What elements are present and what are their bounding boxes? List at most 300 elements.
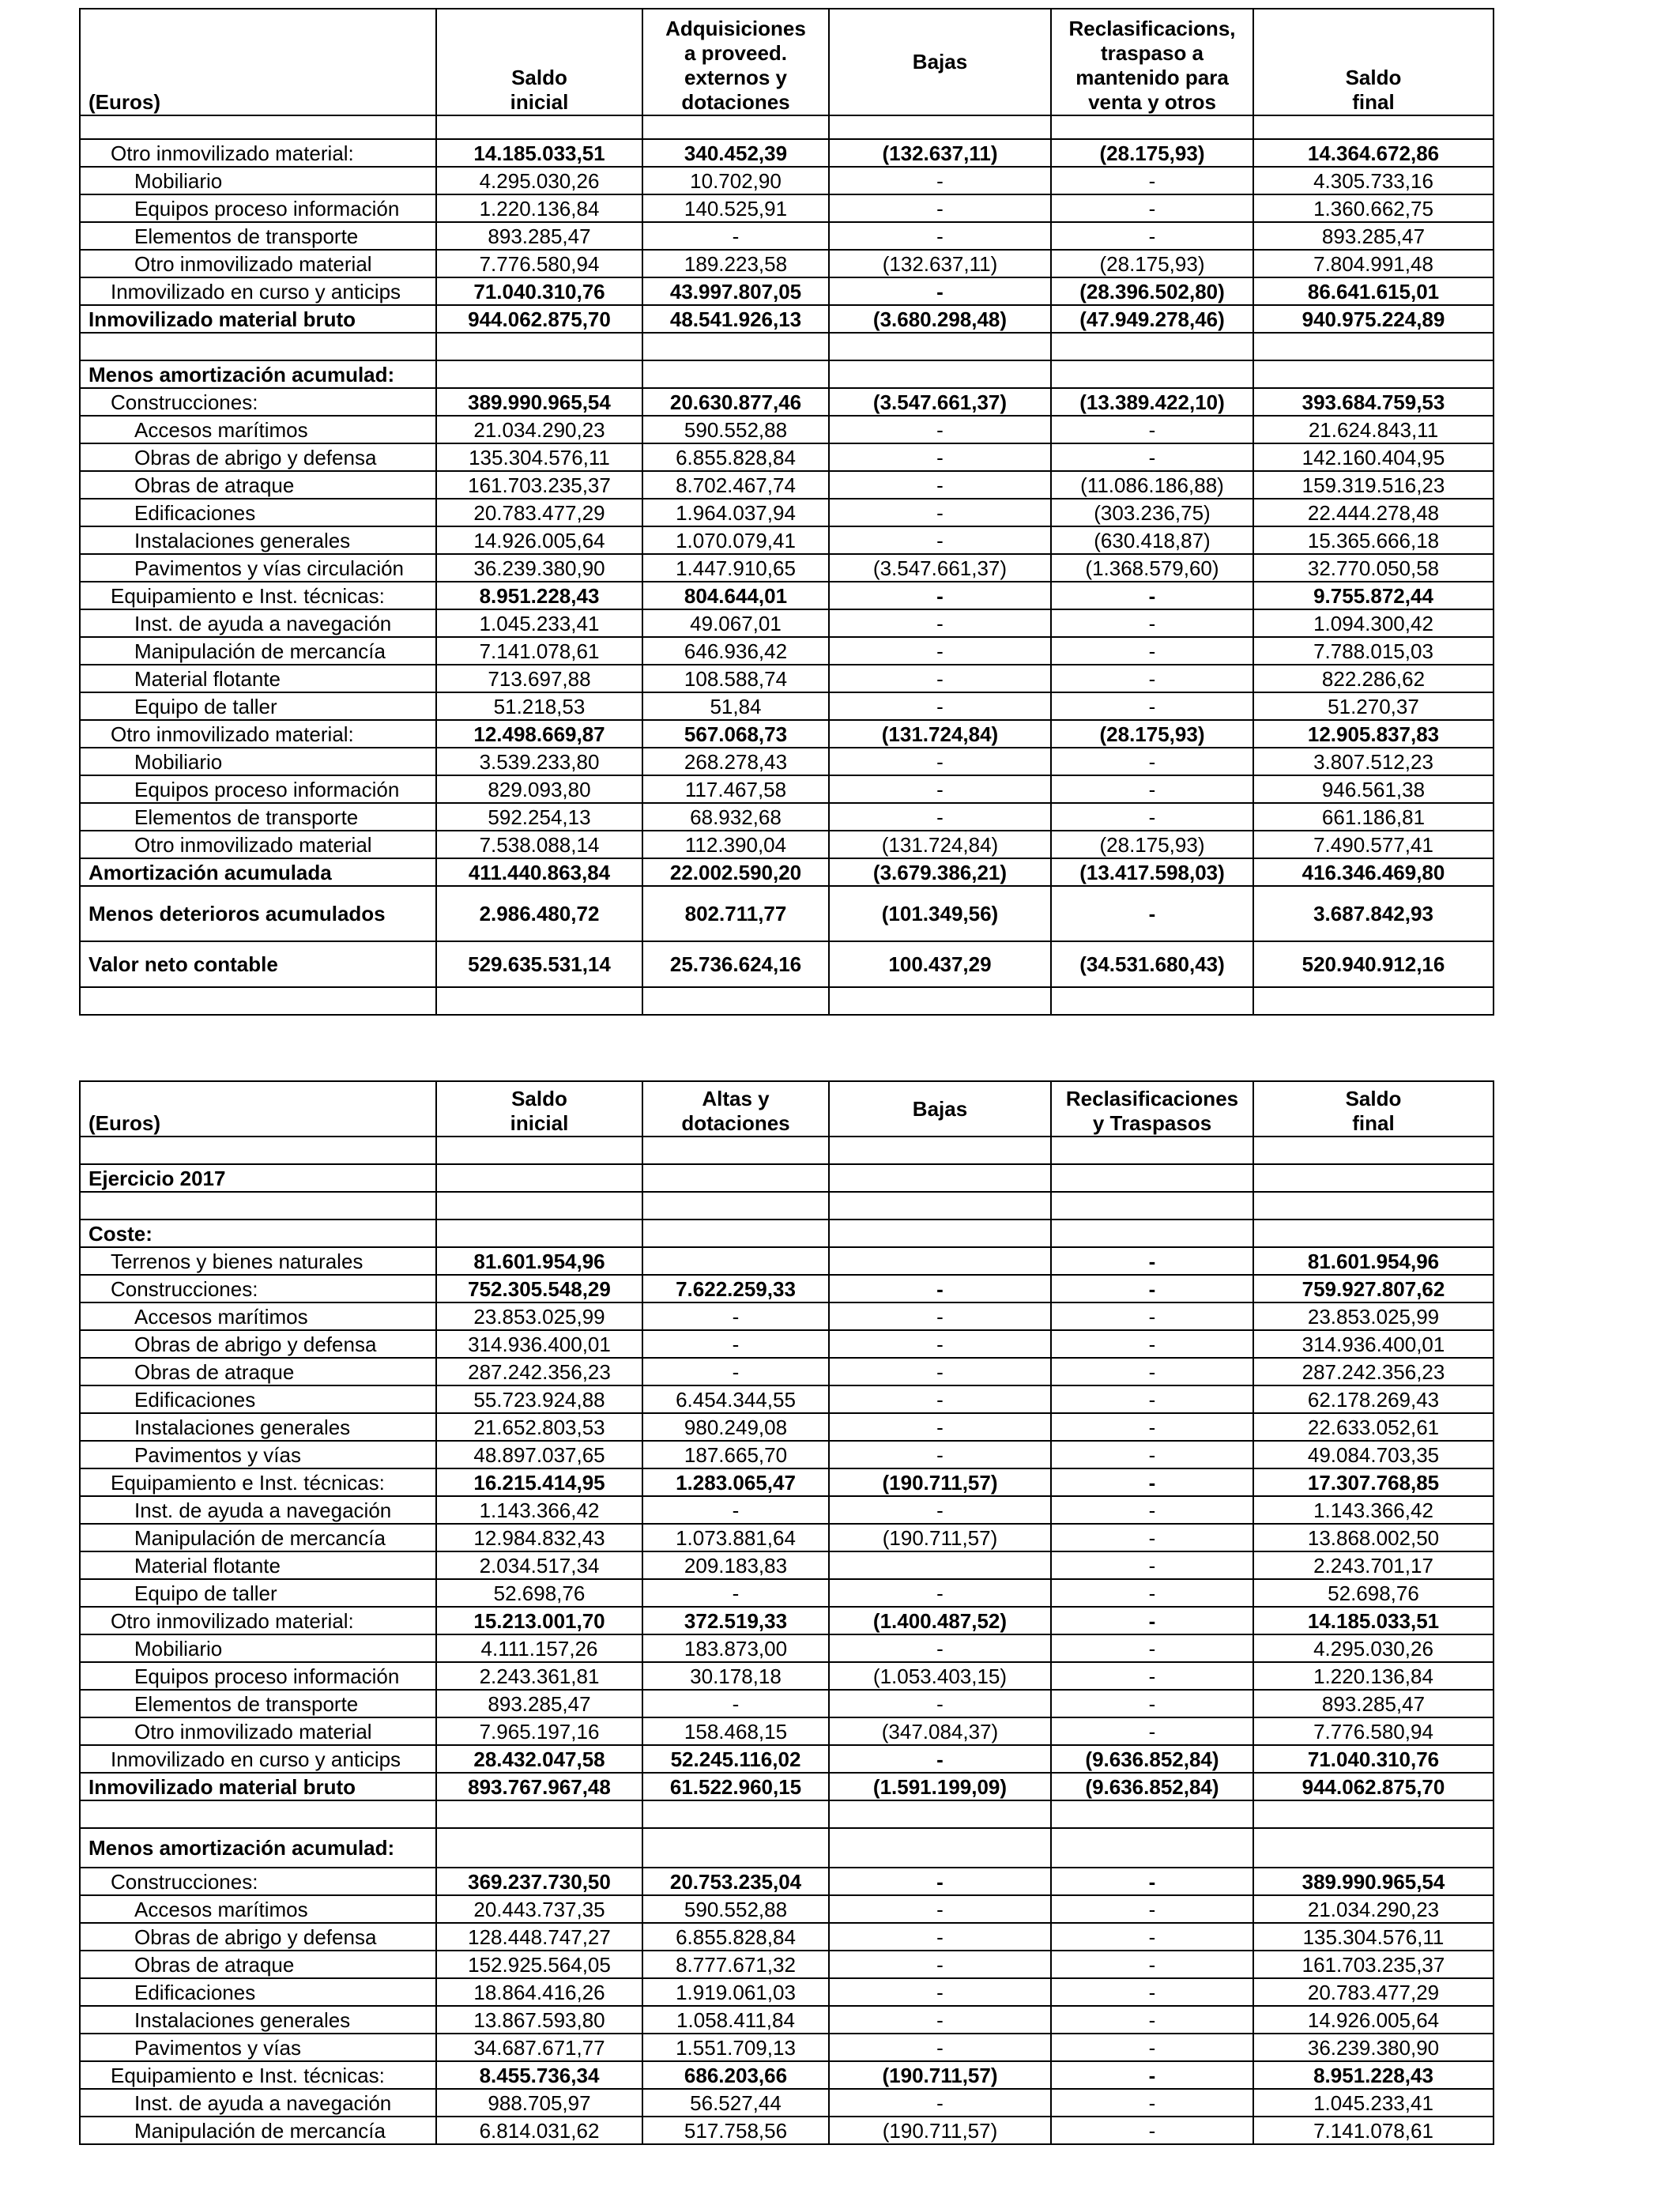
row-value (436, 333, 642, 360)
row-value: 25.736.624,16 (642, 941, 829, 987)
row-value: 81.601.954,96 (1253, 1247, 1494, 1275)
row-value (1253, 360, 1494, 388)
table-row (80, 1413, 1494, 1441)
row-value: - (829, 1330, 1051, 1358)
row-value: 21.624.843,11 (1253, 416, 1494, 443)
row-value: 940.975.224,89 (1253, 305, 1494, 333)
row-value: (3.679.386,21) (829, 858, 1051, 886)
euros-label: (Euros) (80, 1081, 436, 1137)
row-value: 988.705,97 (436, 2089, 642, 2117)
table-row (80, 2061, 1494, 2089)
table-row (80, 1524, 1494, 1551)
row-value (436, 987, 642, 1015)
row-value: (1.591.199,09) (829, 1773, 1051, 1800)
row-value: - (829, 748, 1051, 775)
table-row (80, 831, 1494, 858)
row-value: - (829, 637, 1051, 665)
row-value: 4.295.030,26 (436, 167, 642, 194)
table-row (80, 388, 1494, 416)
row-label: Pavimentos y vías (80, 1441, 436, 1468)
row-value: 68.932,68 (642, 803, 829, 831)
row-value: (132.637,11) (829, 139, 1051, 167)
row-label: Manipulación de mercancía (80, 1524, 436, 1551)
row-value: 71.040.310,76 (436, 277, 642, 305)
row-value: - (829, 1745, 1051, 1773)
row-value: - (1051, 1496, 1253, 1524)
row-value: 52.245.116,02 (642, 1745, 829, 1773)
row-value: - (829, 194, 1051, 222)
row-label: Equipamiento e Inst. técnicas: (80, 2061, 436, 2089)
row-value: 1.143.366,42 (436, 1496, 642, 1524)
row-value: 18.864.416,26 (436, 1978, 642, 2006)
spacer-row (80, 115, 1494, 139)
row-value (1051, 333, 1253, 360)
row-value (642, 1192, 829, 1220)
header-altas: Altas y dotaciones (642, 1081, 829, 1137)
table-row (80, 333, 1494, 360)
row-value (436, 1192, 642, 1220)
row-value: 183.873,00 (642, 1634, 829, 1662)
row-label: Construcciones: (80, 1868, 436, 1895)
row-value (642, 1220, 829, 1247)
table-row (80, 1607, 1494, 1634)
row-value: 158.468,15 (642, 1717, 829, 1745)
row-value: - (1051, 582, 1253, 609)
row-value: 187.665,70 (642, 1441, 829, 1468)
row-value: 20.443.737,35 (436, 1895, 642, 1923)
row-value (829, 1164, 1051, 1192)
row-value: 4.305.733,16 (1253, 167, 1494, 194)
row-value: - (1051, 1868, 1253, 1895)
row-label: Material flotante (80, 665, 436, 692)
row-value: - (1051, 167, 1253, 194)
row-value: - (1051, 2089, 1253, 2117)
row-label: Obras de abrigo y defensa (80, 1923, 436, 1951)
row-value: 1.073.881,64 (642, 1524, 829, 1551)
row-value: - (1051, 2006, 1253, 2034)
row-value: 34.687.671,77 (436, 2034, 642, 2061)
row-value: - (1051, 692, 1253, 720)
row-label: Elementos de transporte (80, 222, 436, 250)
row-value: 81.601.954,96 (436, 1247, 642, 1275)
row-value: 287.242.356,23 (1253, 1358, 1494, 1385)
row-value: 1.045.233,41 (436, 609, 642, 637)
row-value: - (1051, 886, 1253, 941)
row-value: 14.926.005,64 (1253, 2006, 1494, 2034)
row-value (436, 1800, 642, 1828)
row-value: 1.143.366,42 (1253, 1496, 1494, 1524)
row-label: Valor neto contable (80, 941, 436, 987)
row-value: (347.084,37) (829, 1717, 1051, 1745)
table-row (80, 499, 1494, 526)
row-label: Equipos proceso información (80, 775, 436, 803)
row-value: 686.203,66 (642, 2061, 829, 2089)
table-row (80, 1496, 1494, 1524)
row-value (829, 360, 1051, 388)
row-value: 61.522.960,15 (642, 1773, 829, 1800)
row-value: 2.986.480,72 (436, 886, 642, 941)
row-value (1051, 1192, 1253, 1220)
row-value: - (642, 1496, 829, 1524)
row-value: 16.215.414,95 (436, 1468, 642, 1496)
row-label: Obras de atraque (80, 1951, 436, 1978)
table-row (80, 139, 1494, 167)
row-value: - (829, 1385, 1051, 1413)
row-label: Inst. de ayuda a navegación (80, 1496, 436, 1524)
row-value: (3.680.298,48) (829, 305, 1051, 333)
row-value (642, 1828, 829, 1868)
row-value: 117.467,58 (642, 775, 829, 803)
row-value: 159.319.516,23 (1253, 471, 1494, 499)
row-value: (190.711,57) (829, 1468, 1051, 1496)
row-value: (28.396.502,80) (1051, 277, 1253, 305)
row-value: 7.776.580,94 (1253, 1717, 1494, 1745)
row-value (436, 1164, 642, 1192)
row-value: - (1051, 1468, 1253, 1496)
row-label: Construcciones: (80, 388, 436, 416)
row-value: 3.539.233,80 (436, 748, 642, 775)
row-value: 9.755.872,44 (1253, 582, 1494, 609)
row-value: 661.186,81 (1253, 803, 1494, 831)
header-reclasificaciones: Reclasificacions, traspaso a mantenido para venta y otros (1051, 9, 1253, 115)
table-row (80, 222, 1494, 250)
table-row (80, 1923, 1494, 1951)
row-value: 22.002.590,20 (642, 858, 829, 886)
row-value: 23.853.025,99 (1253, 1302, 1494, 1330)
row-label: Otro inmovilizado material (80, 250, 436, 277)
row-value: - (1051, 1717, 1253, 1745)
row-value: 32.770.050,58 (1253, 554, 1494, 582)
row-value: - (829, 471, 1051, 499)
row-label: Inst. de ayuda a navegación (80, 609, 436, 637)
row-value: - (1051, 1551, 1253, 1579)
row-value: (34.531.680,43) (1051, 941, 1253, 987)
row-value: 17.307.768,85 (1253, 1468, 1494, 1496)
row-value: - (1051, 1634, 1253, 1662)
row-value: 517.758,56 (642, 2117, 829, 2144)
table-row (80, 1978, 1494, 2006)
row-value: 7.788.015,03 (1253, 637, 1494, 665)
table-row (80, 2117, 1494, 2144)
table-row (80, 1192, 1494, 1220)
row-label: Accesos marítimos (80, 1895, 436, 1923)
row-value: - (642, 222, 829, 250)
header-adquisiciones: Adquisiciones a proveed. externos y dotaciones (642, 9, 829, 115)
row-value: 15.365.666,18 (1253, 526, 1494, 554)
row-label: Elementos de transporte (80, 803, 436, 831)
row-value: - (829, 277, 1051, 305)
row-label: Manipulación de mercancía (80, 2117, 436, 2144)
table-row (80, 941, 1494, 987)
row-value: 22.444.278,48 (1253, 499, 1494, 526)
row-value: - (1051, 775, 1253, 803)
row-value (642, 333, 829, 360)
row-value: 20.783.477,29 (1253, 1978, 1494, 2006)
row-value: - (1051, 1358, 1253, 1385)
table-row (80, 471, 1494, 499)
row-value: - (1051, 665, 1253, 692)
row-value: - (1051, 222, 1253, 250)
row-value: 1.045.233,41 (1253, 2089, 1494, 2117)
row-value: 51.270,37 (1253, 692, 1494, 720)
row-value: 12.984.832,43 (436, 1524, 642, 1551)
row-value: - (829, 775, 1051, 803)
row-value: 43.997.807,05 (642, 277, 829, 305)
row-value: 8.777.671,32 (642, 1951, 829, 1978)
header-bajas: Bajas (829, 1081, 1051, 1137)
row-value: 135.304.576,11 (436, 443, 642, 471)
row-label: Equipo de taller (80, 692, 436, 720)
row-label: Obras de atraque (80, 471, 436, 499)
row-value: 14.926.005,64 (436, 526, 642, 554)
row-value: 314.936.400,01 (1253, 1330, 1494, 1358)
row-value: (190.711,57) (829, 2117, 1051, 2144)
row-value: 1.551.709,13 (642, 2034, 829, 2061)
row-value: 567.068,73 (642, 720, 829, 748)
row-label (80, 1192, 436, 1220)
table-row (80, 1951, 1494, 1978)
row-value (436, 1220, 642, 1247)
row-value (642, 1137, 829, 1164)
row-label: Inmovilizado en curso y anticips (80, 277, 436, 305)
row-label: Edificaciones (80, 1978, 436, 2006)
table-row (80, 1330, 1494, 1358)
table-row (80, 692, 1494, 720)
table-row (80, 609, 1494, 637)
row-value: 7.804.991,48 (1253, 250, 1494, 277)
row-value: 590.552,88 (642, 1895, 829, 1923)
row-value: 7.141.078,61 (436, 637, 642, 665)
row-value: 62.178.269,43 (1253, 1385, 1494, 1413)
table-row (80, 1828, 1494, 1868)
row-value: (13.389.422,10) (1051, 388, 1253, 416)
fixed-assets-table-2017 (79, 1080, 1494, 2145)
row-label: Instalaciones generales (80, 1413, 436, 1441)
row-value: (630.418,87) (1051, 526, 1253, 554)
row-value: 7.538.088,14 (436, 831, 642, 858)
table-header (80, 9, 1494, 115)
row-value: 389.990.965,54 (436, 388, 642, 416)
row-value: - (829, 1275, 1051, 1302)
table-row (80, 1137, 1494, 1164)
row-value: - (642, 1330, 829, 1358)
row-value: 189.223,58 (642, 250, 829, 277)
row-value: 829.093,80 (436, 775, 642, 803)
row-value: (132.637,11) (829, 250, 1051, 277)
table-row (80, 1441, 1494, 1468)
table-row (80, 775, 1494, 803)
row-value: 13.867.593,80 (436, 2006, 642, 2034)
row-value: 340.452,39 (642, 139, 829, 167)
row-label: Inmovilizado material bruto (80, 305, 436, 333)
row-value: - (829, 2006, 1051, 2034)
row-label: Obras de atraque (80, 1358, 436, 1385)
row-value: 802.711,77 (642, 886, 829, 941)
row-value: - (829, 443, 1051, 471)
row-value: 21.652.803,53 (436, 1413, 642, 1441)
row-value: - (829, 1413, 1051, 1441)
row-label: Instalaciones generales (80, 2006, 436, 2034)
table-row (80, 1551, 1494, 1579)
row-value: 1.220.136,84 (436, 194, 642, 222)
row-value: 893.285,47 (1253, 1690, 1494, 1717)
row-value: - (1051, 1579, 1253, 1607)
row-value (829, 1137, 1051, 1164)
row-value: 822.286,62 (1253, 665, 1494, 692)
row-label (80, 333, 436, 360)
row-value: (1.368.579,60) (1051, 554, 1253, 582)
row-value: - (1051, 748, 1253, 775)
row-label: Ejercicio 2017 (80, 1164, 436, 1192)
row-value: - (642, 1690, 829, 1717)
row-value: 804.644,01 (642, 582, 829, 609)
row-value (1051, 1164, 1253, 1192)
row-value: 55.723.924,88 (436, 1385, 642, 1413)
table-row (80, 277, 1494, 305)
row-value: 36.239.380,90 (436, 554, 642, 582)
table-row (80, 1717, 1494, 1745)
row-value: 56.527,44 (642, 2089, 829, 2117)
row-value: 15.213.001,70 (436, 1607, 642, 1634)
row-label: Equipo de taller (80, 1579, 436, 1607)
row-value: - (1051, 1978, 1253, 2006)
row-value: 1.094.300,42 (1253, 609, 1494, 637)
row-value: 108.588,74 (642, 665, 829, 692)
row-value (1051, 1137, 1253, 1164)
row-value: - (829, 2089, 1051, 2117)
row-value: 8.702.467,74 (642, 471, 829, 499)
row-value: 128.448.747,27 (436, 1923, 642, 1951)
row-value: 112.390,04 (642, 831, 829, 858)
row-label: Otro inmovilizado material (80, 831, 436, 858)
row-value (1253, 987, 1494, 1015)
header-saldo-final: Saldo final (1253, 1081, 1494, 1137)
row-value: 893.285,47 (436, 222, 642, 250)
row-label: Inmovilizado en curso y anticips (80, 1745, 436, 1773)
row-value: 48.541.926,13 (642, 305, 829, 333)
table-row (80, 1634, 1494, 1662)
row-label: Mobiliario (80, 167, 436, 194)
row-value: 1.058.411,84 (642, 2006, 829, 2034)
row-value: - (1051, 1951, 1253, 1978)
row-value: - (1051, 1385, 1253, 1413)
row-label: Menos deterioros acumulados (80, 886, 436, 941)
table-row (80, 748, 1494, 775)
row-label: Elementos de transporte (80, 1690, 436, 1717)
row-value: 209.183,83 (642, 1551, 829, 1579)
table-row (80, 858, 1494, 886)
row-value: 28.432.047,58 (436, 1745, 642, 1773)
table-row (80, 1868, 1494, 1895)
row-value: 6.855.828,84 (642, 443, 829, 471)
row-value: - (829, 499, 1051, 526)
row-value: 2.243.701,17 (1253, 1551, 1494, 1579)
row-label: Pavimentos y vías (80, 2034, 436, 2061)
row-value: 411.440.863,84 (436, 858, 642, 886)
row-value: 8.951.228,43 (1253, 2061, 1494, 2089)
table-body (80, 1137, 1494, 2144)
row-value: - (829, 803, 1051, 831)
row-label: Inmovilizado material bruto (80, 1773, 436, 1800)
row-value: (47.949.278,46) (1051, 305, 1253, 333)
row-value (829, 1220, 1051, 1247)
table-row (80, 637, 1494, 665)
table-header (80, 1081, 1494, 1137)
table-row (80, 1800, 1494, 1828)
row-value: - (1051, 1607, 1253, 1634)
row-value: - (829, 222, 1051, 250)
row-value: 100.437,29 (829, 941, 1051, 987)
row-value: - (1051, 1247, 1253, 1275)
table-row (80, 1164, 1494, 1192)
table-row (80, 1468, 1494, 1496)
row-value: - (1051, 2034, 1253, 2061)
row-label: Accesos marítimos (80, 1302, 436, 1330)
row-value: 268.278,43 (642, 748, 829, 775)
row-value: - (1051, 443, 1253, 471)
row-value: - (829, 1441, 1051, 1468)
row-value (1051, 1828, 1253, 1868)
row-value: - (829, 609, 1051, 637)
row-value (1051, 1220, 1253, 1247)
row-value: 86.641.615,01 (1253, 277, 1494, 305)
table-row (80, 987, 1494, 1015)
row-label: Material flotante (80, 1551, 436, 1579)
row-value (829, 1192, 1051, 1220)
row-value: 48.897.037,65 (436, 1441, 642, 1468)
row-value: (3.547.661,37) (829, 388, 1051, 416)
fixed-assets-table-movements (79, 8, 1494, 1016)
row-value: 893.285,47 (436, 1690, 642, 1717)
row-value: 30.178,18 (642, 1662, 829, 1690)
table-row (80, 582, 1494, 609)
table-row (80, 1579, 1494, 1607)
row-value: 22.633.052,61 (1253, 1413, 1494, 1441)
table-row (80, 2089, 1494, 2117)
row-value: - (1051, 1690, 1253, 1717)
row-value: - (829, 1634, 1051, 1662)
row-value (829, 333, 1051, 360)
row-value: - (1051, 1413, 1253, 1441)
row-value: - (1051, 1895, 1253, 1923)
row-label: Obras de abrigo y defensa (80, 443, 436, 471)
row-value: - (829, 1496, 1051, 1524)
row-label (80, 1800, 436, 1828)
row-value: - (829, 1923, 1051, 1951)
row-label: Accesos marítimos (80, 416, 436, 443)
row-label: Edificaciones (80, 499, 436, 526)
row-value: 590.552,88 (642, 416, 829, 443)
row-value: 287.242.356,23 (436, 1358, 642, 1385)
row-value: (190.711,57) (829, 1524, 1051, 1551)
row-value: 14.364.672,86 (1253, 139, 1494, 167)
row-value: 1.283.065,47 (642, 1468, 829, 1496)
row-value: 135.304.576,11 (1253, 1923, 1494, 1951)
row-value: (303.236,75) (1051, 499, 1253, 526)
row-value: 944.062.875,70 (1253, 1773, 1494, 1800)
row-value (1253, 1220, 1494, 1247)
row-label: Manipulación de mercancía (80, 637, 436, 665)
table-row (80, 803, 1494, 831)
row-value: 980.249,08 (642, 1413, 829, 1441)
row-value: 161.703.235,37 (1253, 1951, 1494, 1978)
row-value: 372.519,33 (642, 1607, 829, 1634)
row-label: Pavimentos y vías circulación (80, 554, 436, 582)
row-value: 10.702,90 (642, 167, 829, 194)
row-value (1253, 333, 1494, 360)
row-value: - (829, 582, 1051, 609)
row-value: - (829, 1978, 1051, 2006)
